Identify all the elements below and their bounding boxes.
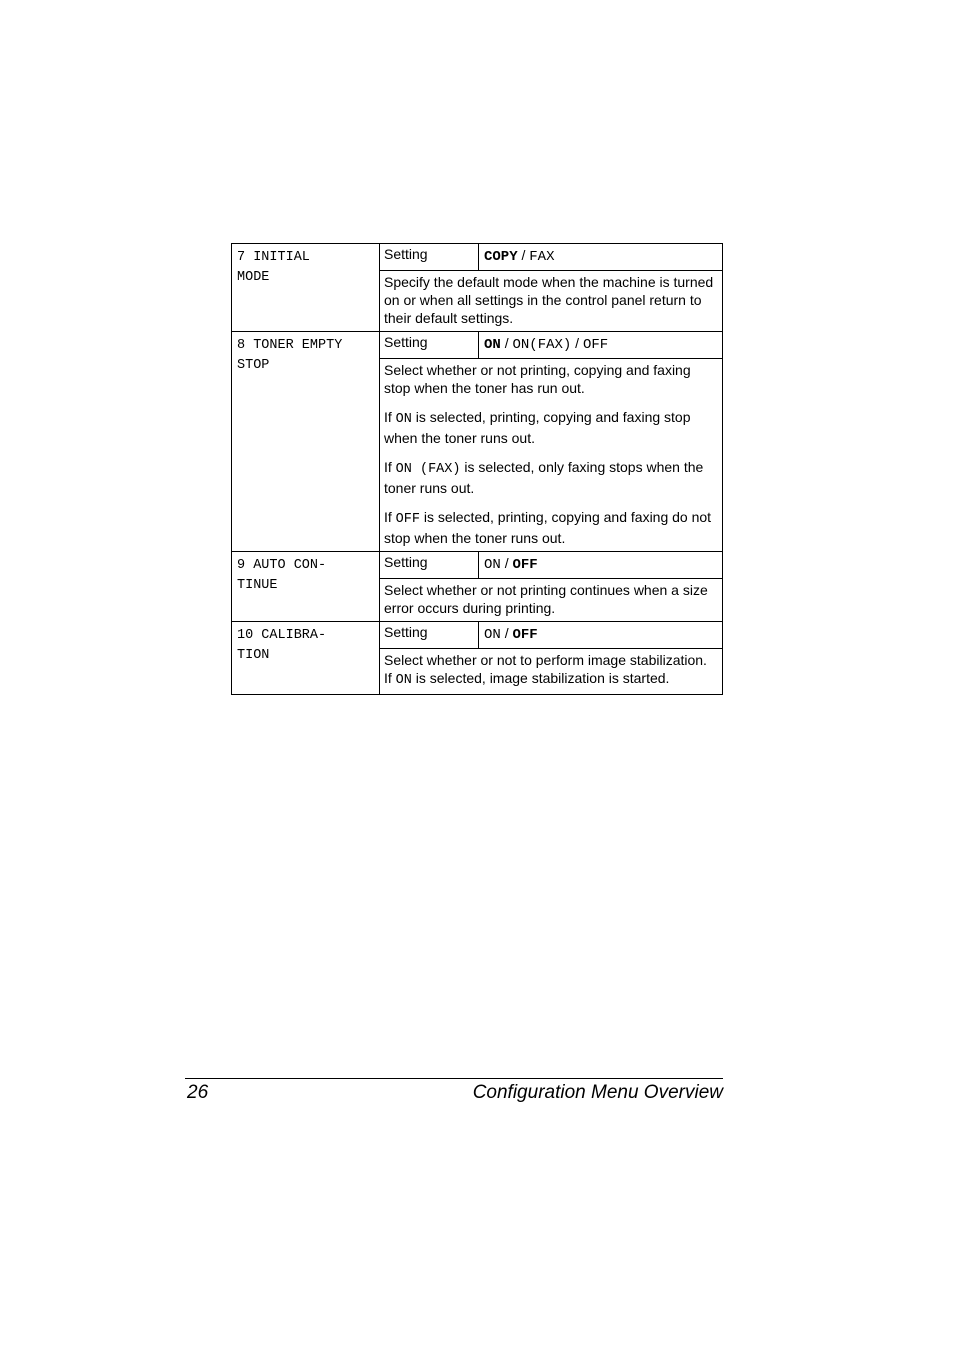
default-value: ON: [484, 337, 501, 353]
default-value: COPY: [484, 249, 518, 265]
option-value: ON: [484, 557, 501, 573]
description-paragraph: [384, 651, 718, 690]
item-name-line: TION: [237, 647, 270, 663]
code-value: OFF: [395, 512, 420, 527]
setting-description: [380, 649, 723, 695]
option-value: OFF: [582, 337, 609, 353]
setting-label: Setting: [380, 244, 479, 271]
description-paragraph: Select whether or not printing, copying and faxing stop when the toner has run out.: [384, 362, 691, 396]
text-fragment: Select whether or not to perform image stabilization. If: [384, 652, 707, 686]
menu-item-initial-mode: [232, 244, 380, 332]
setting-label: Setting: [380, 622, 479, 649]
code-value: ON: [395, 412, 412, 427]
value-separator: /: [500, 555, 513, 571]
menu-item-auto-continue: [232, 552, 380, 622]
setting-description: [380, 359, 723, 552]
configuration-menu-table: [231, 243, 723, 695]
code-value: ON: [395, 673, 412, 688]
setting-description: [380, 579, 723, 622]
setting-label: Setting: [380, 552, 479, 579]
description-paragraph: [384, 408, 718, 447]
value-separator: /: [571, 335, 583, 351]
default-value: OFF: [512, 557, 538, 573]
text-fragment: If: [384, 509, 396, 525]
table-row: [232, 332, 723, 359]
text-fragment: If: [384, 409, 396, 425]
setting-values: [479, 622, 723, 649]
option-value: ON(FAX): [512, 337, 572, 353]
text-fragment: is selected, image stabilization is started.: [411, 670, 670, 686]
table-row: [232, 244, 723, 271]
table-row: [232, 552, 723, 579]
description-paragraph: [384, 458, 718, 497]
text-fragment: is selected, only faxing stops when the toner runs out.: [384, 459, 704, 496]
option-value: ON: [484, 627, 501, 643]
setting-description: [380, 271, 723, 332]
table-row: [232, 622, 723, 649]
description-paragraph: [384, 508, 718, 547]
setting-values: [479, 552, 723, 579]
item-name-line: STOP: [237, 357, 270, 373]
value-separator: /: [517, 247, 530, 263]
option-value: FAX: [529, 249, 555, 265]
value-separator: /: [500, 625, 513, 641]
item-name-line: MODE: [237, 269, 270, 285]
menu-item-calibration: [232, 622, 380, 695]
footer-section-title: Configuration Menu Overview: [472, 1082, 723, 1103]
setting-values: [479, 332, 723, 359]
setting-label: Setting: [380, 332, 479, 359]
text-fragment: is selected, printing, copying and faxing do not stop when the toner runs out.: [384, 509, 712, 546]
text-fragment: If: [384, 459, 396, 475]
code-value: ON (FAX): [395, 462, 461, 477]
description-paragraph: Specify the default mode when the machine is turned on or when all settings in the control panel return to their default settings.: [384, 274, 714, 326]
item-name-line: 8 TONER EMPTY: [237, 338, 343, 353]
value-separator: /: [500, 335, 513, 351]
setting-values: [479, 244, 723, 271]
description-paragraph: Select whether or not printing continues when a size error occurs during printing.: [384, 582, 708, 616]
menu-item-toner-empty-stop: [232, 332, 380, 552]
item-name-line: 7 INITIAL: [237, 250, 310, 265]
page-number: 26: [187, 1082, 209, 1103]
item-name-line: 10 CALIBRA-: [237, 628, 327, 643]
text-fragment: is selected, printing, copying and faxing stop when the toner runs out.: [384, 409, 691, 446]
footer-divider: [185, 1078, 723, 1079]
item-name-line: 9 AUTO CON-: [237, 558, 327, 573]
item-name-line: TINUE: [237, 577, 278, 593]
default-value: OFF: [512, 627, 538, 643]
